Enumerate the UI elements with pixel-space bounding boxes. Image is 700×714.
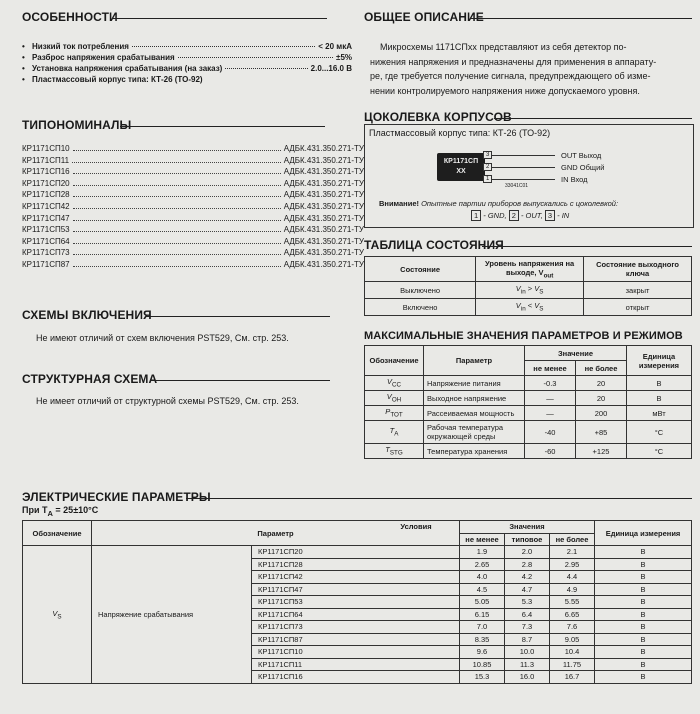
electrical-subtitle: При $T_A = 25\pm 10^\circ C$ — [22, 505, 99, 518]
chip-body — [437, 153, 485, 181]
type-item: КР1171СП20 АДБК.431.350.271-ТУ — [22, 178, 364, 188]
table-row: КР1171СП28 2.65 2.8 2.95 В — [23, 558, 692, 571]
table-row: КР1171СП53 5.05 5.3 5.55 В — [23, 596, 692, 609]
type-item: КР1171СП16 АДБК.431.350.271-ТУ — [22, 167, 364, 177]
max-table-body — [365, 376, 692, 459]
type-item: КР1171СП42 АДБК.431.350.271-ТУ — [22, 202, 364, 211]
types-title: ТИПОНОМИНАЛЫ — [22, 118, 132, 132]
table-row: Выключено $V_{in} > V_S$ закрыт — [365, 282, 692, 299]
feature-item: • Установка напряжения срабатывания (на заказ) 2.0...16.0 В — [22, 64, 352, 73]
type-item: КР1171СП28 АДБК.431.350.271-ТУ — [22, 190, 364, 200]
max-table — [364, 345, 692, 459]
circuits-text: Не имеют отличий от схем включения PST529, См. стр. 253. — [36, 333, 289, 343]
pinout-package-text: Пластмассовый корпус типа: КТ-26 (ТО-92) — [369, 128, 551, 138]
conditions-header: Условия — [400, 522, 432, 531]
table-row: Включено $V_{in} < V_S$ открыт — [365, 299, 692, 316]
pin-label-gnd: GND Общий — [561, 163, 605, 172]
type-item: КР1171СП11 АДБК.431.350.271-ТУ — [22, 155, 364, 165]
table-row: КР1171СП47 4.5 4.7 4.9 В — [23, 583, 692, 596]
description-rule — [470, 18, 692, 19]
pin-label-in: IN Вход — [561, 175, 588, 184]
state-table-rule — [482, 246, 692, 247]
table-row: КР1171СП87 8.35 8.7 9.05 В — [23, 633, 692, 646]
table-row: $T_{STG}$ Температура хранения -60 +125 °C — [365, 444, 692, 459]
type-item: КР1171СП87 АДБК.431.350.271-ТУ — [22, 260, 364, 269]
table-row: КР1171СП10 9.6 10.0 10.4 В — [23, 646, 692, 659]
table-row: $P_{TOT}$ Рассеиваемая мощность — 200 мВт — [365, 406, 692, 421]
electrical-table — [22, 520, 692, 684]
description-text: Микросхемы 1171СПxx представляют из себя детектор по- нижения напряжения и предназначены для применения в аппарату- ре, где требуется получение сигнала, предупреждающего об изме- нении контролируемого напряжения ниже допускаемого уровня. — [370, 42, 657, 96]
electrical-rule — [186, 498, 692, 499]
description-title: ОБЩЕЕ ОПИСАНИЕ — [364, 10, 484, 24]
structure-text: Не имеет отличий от структурной схемы PST529, См. стр. 253. — [36, 396, 299, 406]
pin-lead — [485, 155, 555, 156]
electrical-title: ЭЛЕКТРИЧЕСКИЕ ПАРАМЕТРЫ — [22, 490, 211, 504]
features-list — [22, 42, 352, 86]
feature-item: • Низкий ток потребления < 20 мкА — [22, 42, 352, 51]
structure-title: СТРУКТУРНАЯ СХЕМА — [22, 372, 158, 386]
chip-code: 33041C01 — [505, 183, 529, 189]
type-item: КР1171СП73 АДБК.431.350.271-ТУ — [22, 248, 364, 258]
pinout-title: ЦОКОЛЕВКА КОРПУСОВ — [364, 110, 512, 124]
table-header-row: не менее не более — [365, 361, 692, 376]
table-row: $T_A$ Рабочая температура окружающей среды -40 +85 °C — [365, 421, 692, 444]
features-rule — [112, 18, 327, 19]
state-table — [364, 256, 692, 316]
pinout-rule — [494, 118, 692, 119]
table-row: $V_{CC}$ Напряжение питания -0.3 20 В — [365, 376, 692, 391]
table-row: КР1171СП64 6.15 6.4 6.65 В — [23, 608, 692, 621]
table-header-row: Состояние Уровень напряжения на выходе, $V_{out}$ Состояние выходного ключа — [365, 257, 692, 282]
pin-number: 2 — [483, 163, 492, 171]
type-item: КР1171СП64 АДБК.431.350.271-ТУ — [22, 236, 364, 246]
pin-number: 3 — [483, 151, 492, 159]
table-row: КР1171СП73 7.0 7.3 7.6 В — [23, 621, 692, 634]
feature-item: • Пластмассовый корпус типа: КТ-26 (ТО-92) — [22, 75, 203, 84]
type-item: КР1171СП53 АДБК.431.350.271-ТУ — [22, 225, 364, 235]
type-item: КР1171СП47 АДБК.431.350.271-ТУ — [22, 213, 364, 223]
table-row: КР1171СП42 4.0 4.2 4.4 В — [23, 571, 692, 584]
circuits-title: СХЕМЫ ВКЛЮЧЕНИЯ — [22, 308, 152, 322]
table-header-row: не менее типовое не более — [23, 533, 692, 546]
table-row: $V_S$ Напряжение срабатывания КР1171СП20 1.9 2.0 2.1 В — [23, 546, 692, 559]
pinout-box — [364, 124, 694, 228]
types-rule — [120, 126, 325, 127]
table-row: $V_{OH}$ Выходное напряжение — 20 В — [365, 391, 692, 406]
feature-item: • Разброс напряжения срабатывания ±5% — [22, 53, 352, 62]
chip-label: КР1171СП — [443, 158, 479, 165]
pin-number: 1 — [483, 175, 492, 183]
table-row: КР1171СП16 15.3 16.0 16.7 В — [23, 671, 692, 684]
pinout-note-pins: 1 - GND, 2 - OUT, 3 - IN — [471, 211, 569, 220]
table-header-row: Обозначение Параметр Значение Единица измерения — [365, 346, 692, 361]
pinout-note: Внимание! Опытные партии приборов выпускались с цоколевкой: — [379, 199, 619, 208]
electrical-table-body — [23, 546, 692, 684]
chip-suffix: XX — [456, 168, 466, 175]
state-table-title: ТАБЛИЦА СОСТОЯНИЯ — [364, 238, 504, 252]
structure-rule — [150, 380, 330, 381]
table-row: КР1171СП11 10.85 11.3 11.75 В — [23, 658, 692, 671]
pin-label-out: OUT Выход — [561, 151, 602, 160]
features-title: ОСОБЕННОСТИ — [22, 10, 118, 24]
max-table-title: МАКСИМАЛЬНЫЕ ЗНАЧЕНИЯ ПАРАМЕТРОВ И РЕЖИМОВ — [364, 330, 683, 342]
type-item: КР1171СП10 АДБК.431.350.271-ТУ — [22, 144, 364, 153]
pin-lead — [485, 179, 555, 180]
circuits-rule — [145, 316, 330, 317]
table-header-row: Обозначение Параметр Значения Единица измерения — [23, 521, 692, 534]
pin-lead — [485, 167, 555, 168]
